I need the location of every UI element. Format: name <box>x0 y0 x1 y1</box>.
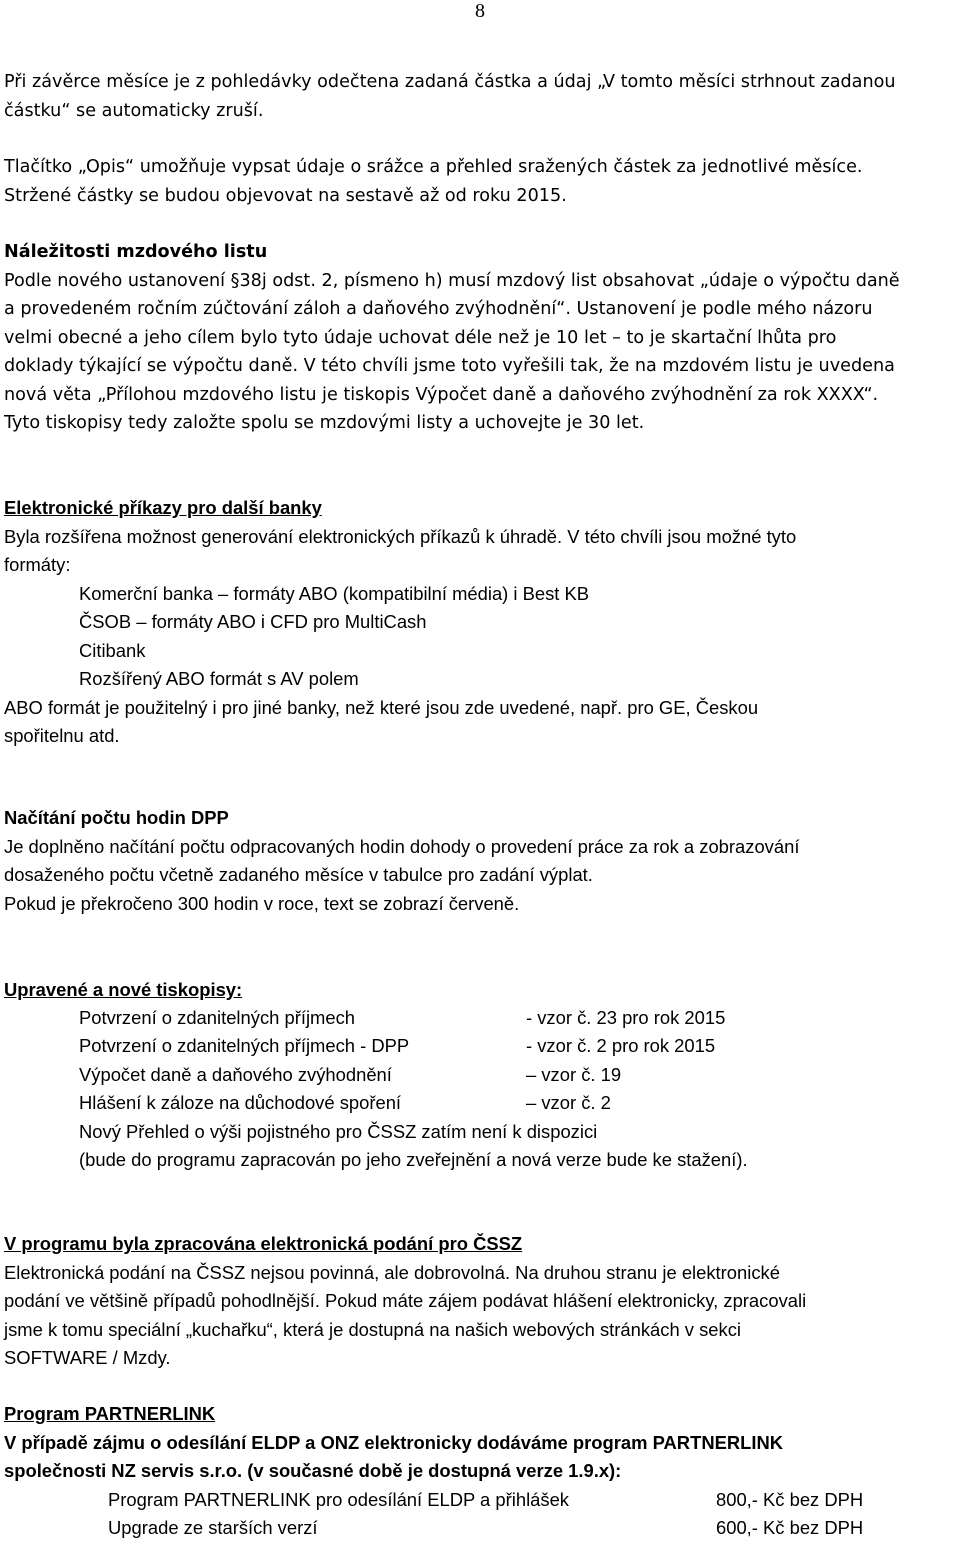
form-version: - vzor č. 2 pro rok 2015 <box>526 1035 716 1056</box>
text-line: a provedeném ročním zúčtování záloh a daňového zvýhodnění“. Ustanovení je podle mého názoru <box>4 299 873 319</box>
text-line: částku“ se automaticky zruší. <box>4 100 264 121</box>
text-line: spořitelnu atd. <box>4 725 120 746</box>
product-name: Program PARTNERLINK pro odesílání ELDP a přihlášek <box>108 1489 569 1510</box>
text-line: Stržené částky se budou objevovat na sestavě až od roku 2015. <box>4 185 567 206</box>
text-line: podání ve většině případů pohodlnější. Pokud máte zájem podávat hlášení elektronicky, zpracovali <box>4 1290 807 1311</box>
list-item: Rozšířený ABO formát s AV polem <box>79 668 359 689</box>
form-note: Nový Přehled o výši pojistného pro ČSSZ zatím není k dispozici <box>79 1121 598 1142</box>
list-item: Citibank <box>79 639 146 661</box>
product-name: Upgrade ze starších verzí <box>108 1517 318 1538</box>
product-price: 600,- Kč bez DPH <box>716 1517 864 1538</box>
section-heading: V programu byla zpracována elektronická podání pro ČSSZ <box>4 1233 523 1254</box>
cssz-section <box>4 1230 956 1373</box>
text-line: Pokud je překročeno 300 hodin v roce, text se zobrazí červeně. <box>4 892 520 914</box>
page-number: 8 <box>475 0 485 22</box>
text-line: nová věta „Přílohou mzdového listu je tiskopis Výpočet daně a daňového zvýhodnění za rok XXXX“. <box>4 384 879 405</box>
text-line: Elektronická podání na ČSSZ nejsou povinná, ale dobrovolná. Na druhou stranu je elektronické <box>4 1261 780 1283</box>
text-line: doklady týkající se výpočtu daně. V této chvíli jsme toto vyřešili tak, že na mzdovém listu je uvedena <box>4 356 895 376</box>
text-line: Je doplněno načítání počtu odpracovaných hodin dohody o provedení práce za rok a zobrazování <box>4 835 800 857</box>
form-version: – vzor č. 2 <box>526 1092 611 1113</box>
text-line: Při závěrce měsíce je z pohledávky odečtena zadaná částka a údaj „V tomto měsíci strhnout zadanou <box>4 72 896 92</box>
text-line: dosaženého počtu včetně zadaného měsíce v tabulce pro zadání výplat. <box>4 864 593 885</box>
list-item: ČSOB – formáty ABO i CFD pro MultiCash <box>79 611 427 632</box>
section-heading: Elektronické příkazy pro další banky <box>4 497 322 518</box>
text-line: SOFTWARE / Mzdy. <box>4 1347 171 1368</box>
partnerlink-section <box>4 1400 956 1486</box>
intro-paragraph-1 <box>4 68 956 125</box>
intro-paragraph-2 <box>4 153 956 210</box>
section-heading: Načítání počtu hodin DPP <box>4 807 229 828</box>
text-line: společnosti NZ servis s.r.o. (v současné době je dostupná verze 1.9.x): <box>4 1460 622 1481</box>
form-name: Potvrzení o zdanitelných příjmech - DPP <box>79 1035 410 1056</box>
text-line: velmi obecné a jeho cílem bylo tyto údaje uchovat déle než je 10 let – to je skartační lhůta pro <box>4 327 837 348</box>
payment-orders-section <box>4 494 956 751</box>
form-name: Potvrzení o zdanitelných příjmech <box>79 1007 355 1028</box>
form-name: Výpočet daně a daňového zvýhodnění <box>79 1064 392 1085</box>
text-line: formáty: <box>4 554 71 575</box>
dpp-hours-section <box>4 804 956 918</box>
forms-section <box>4 976 956 1005</box>
section-heading: Náležitosti mzdového listu <box>4 242 268 262</box>
form-version: - vzor č. 23 pro rok 2015 <box>526 1007 726 1028</box>
form-version: – vzor č. 19 <box>526 1064 622 1085</box>
text-line: jsme k tomu speciální „kuchařku“, která je dostupná na našich webových stránkách v sekci <box>4 1318 741 1340</box>
form-name: Hlášení k záloze na důchodové spoření <box>79 1092 402 1113</box>
text-line: ABO formát je použitelný i pro jiné banky, než které jsou zde uvedené, např. pro GE, Českou <box>4 696 759 718</box>
form-note: (bude do programu zapracován po jeho zveřejnění a nová verze bude ke stažení). <box>79 1149 748 1170</box>
text-line: Tlačítko „Opis“ umožňuje vypsat údaje o srážce a přehled sražených částek za jednotlivé měsíce. <box>4 157 863 177</box>
text-line: Byla rozšířena možnost generování elektronických příkazů k úhradě. V této chvíli jsou možné tyto <box>4 525 797 547</box>
text-line: Podle nového ustanovení §38j odst. 2, písmeno h) musí mzdový list obsahovat „údaje o výpočtu daně <box>4 270 900 291</box>
text-line: V případě zájmu o odesílání ELDP a ONZ elektronicky dodáváme program PARTNERLINK <box>4 1431 784 1453</box>
payroll-sheet-section <box>4 238 956 438</box>
list-item: Komerční banka – formáty ABO (kompatibilní média) i Best KB <box>79 582 590 604</box>
section-heading: Upravené a nové tiskopisy: <box>4 979 243 1000</box>
section-heading: Program PARTNERLINK <box>4 1403 216 1424</box>
product-price: 800,- Kč bez DPH <box>716 1489 864 1510</box>
text-line: Tyto tiskopisy tedy založte spolu se mzdovými listy a uchovejte je 30 let. <box>4 413 645 433</box>
